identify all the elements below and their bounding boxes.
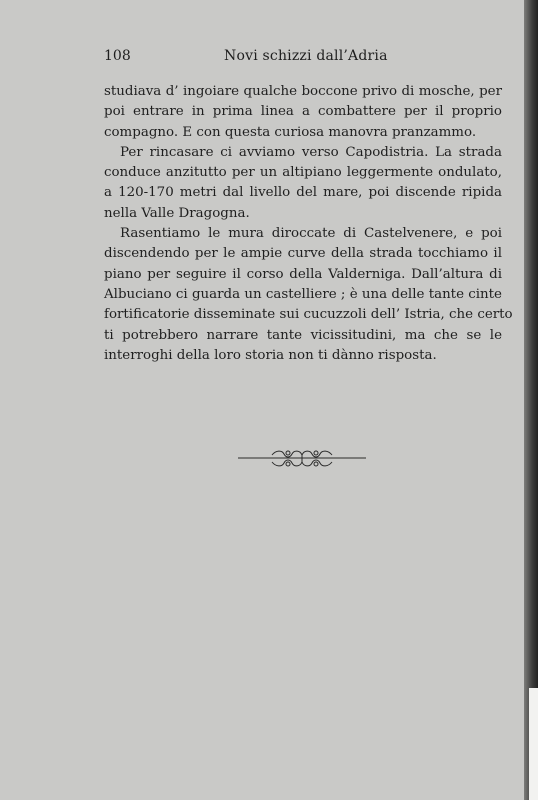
page-number: 108 <box>104 48 131 64</box>
running-title: Novi schizzi dall’Adria <box>224 48 388 64</box>
book-spine <box>524 0 538 800</box>
text-line: fortificatorie disseminate sui cucuzzoli dell’ Istria, che certo <box>104 307 513 323</box>
scan-edge <box>529 688 538 800</box>
text-line: piano per seguire il corso della Valderniga. Dall’altura di <box>104 266 502 282</box>
text-line: Per rincasare ci avviamo verso Capodistria. La strada <box>120 144 502 160</box>
paragraph-2 <box>104 143 502 224</box>
text-line: discendendo per le ampie curve della strada tocchiamo il <box>104 246 502 262</box>
text-line: nella Valle Dragogna. <box>104 205 250 221</box>
paragraph-3 <box>104 224 513 366</box>
text-line: ti potrebbero narrare tante vicissitudini, ma che se le <box>104 327 502 343</box>
page-header <box>104 48 500 68</box>
paragraph-1 <box>104 82 502 143</box>
text-line: Rasentiamo le mura diroccate di Castelvenere, e poi <box>120 226 502 242</box>
text-line: studiava d’ ingoiare qualche boccone privo di mosche, per <box>104 84 502 99</box>
text-line: interroghi della loro storia non ti dànno risposta. <box>104 347 437 363</box>
text-line: a 120-170 metri dal livello del mare, poi discende ripida <box>104 185 502 201</box>
body-text <box>104 82 513 366</box>
text-line: poi entrare in prima linea a combattere per il proprio <box>104 104 502 120</box>
text-line: conduce anzitutto per un altipiano leggermente ondulato, <box>104 165 502 181</box>
text-line: Albuciano ci guarda un castelliere ; è una delle tante cinte <box>104 286 502 302</box>
text-line: compagno. E con questa curiosa manovra pranzammo. <box>104 124 477 140</box>
decorative-ornament-icon <box>238 446 366 472</box>
